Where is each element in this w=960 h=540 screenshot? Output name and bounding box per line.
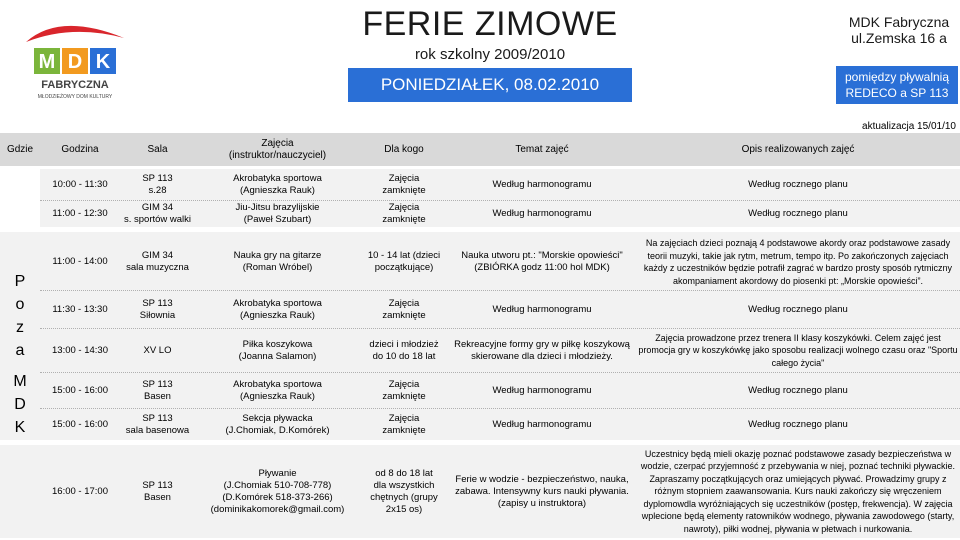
cell-room <box>120 373 195 408</box>
cell-room-line: SP 113 <box>142 479 173 491</box>
cell-for-whom-line: Zajęcia <box>388 378 420 390</box>
vertical-letter: K <box>14 419 26 436</box>
cell-description: Na zajęciach dzieci poznają 4 podstawowe akordy oraz podstawowe zasady teorii muzyki, takie jak rytm, metrum, tempo itp. Po zakończonych zajęciach każdy z uczestników będzie potrafił zagrać w bardzo prosty sposób rytmiczny akompaniament akordowy do piosenki pt: „Morskie opowieści”. <box>643 238 953 286</box>
cell-room-line: SP 113 <box>142 172 173 184</box>
col-header-description: Opis realizowanych zajęć <box>636 133 960 166</box>
cell-room-line: SP 113 <box>142 378 173 390</box>
cell-class-line: Akrobatyka sportowa <box>233 378 322 390</box>
cell-class <box>195 234 360 290</box>
cell-topic: Według harmonogramu <box>492 178 592 190</box>
cell-topic <box>448 234 636 290</box>
cell-for-whom-line: początkujące) <box>374 262 434 273</box>
cell-topic <box>448 329 636 372</box>
col-header-topic: Temat zajęć <box>448 133 636 166</box>
cell-for-whom <box>360 234 448 290</box>
cell-for-whom-line: Zajęcia <box>388 297 420 309</box>
cell-for-whom-line: Zajęcia <box>388 412 420 424</box>
cell-description: Według rocznego planu <box>748 384 848 396</box>
col-header-classes-line1: Zajęcia <box>261 137 294 149</box>
cell-class-line: (J.Chomiak, D.Komórek) <box>225 424 330 436</box>
cell-class-line: Akrobatyka sportowa <box>233 172 322 184</box>
cell-time: 13:00 - 14:30 <box>52 344 108 356</box>
cell-for-whom-line: zamknięte <box>382 213 426 225</box>
cell-time: 15:00 - 16:00 <box>52 384 108 396</box>
cell-for-whom <box>360 200 448 227</box>
cell-for-whom-line: 10 - 14 lat (dzieci <box>367 250 441 261</box>
cell-for-whom-line: dla wszystkich <box>373 479 435 491</box>
cell-description: Według rocznego planu <box>748 178 848 190</box>
cell-for-whom <box>360 291 448 328</box>
vertical-letter: z <box>16 319 24 336</box>
cell-class-line: Piłka koszykowa <box>242 338 313 350</box>
cell-room-line: XV LO <box>143 344 172 356</box>
cell-class <box>195 329 360 372</box>
cell-room-line: SP 113 <box>142 412 173 424</box>
cell-description: Uczestnicy będą mieli okazję poznać podstawowe zasady bezpieczeństwa w wodzie, czerpać przyjemność z przebywania w niej, poznać techniki pływackie. Zapraszamy początkujących oraz umiejących pływać. Prowadzimy grupy z różnym stopniem zaawansowania. Kurs nauki zakończy się wręczeniem dyplomowdla wyróżniających się uczestników (postęp, frekwencja). W zajęcia wplecione będą elementy ratowników wodnego, pływania zawodowego (starty, nawroty), piłki wodnej, pływania w płetwach i nurkowania. <box>640 448 956 534</box>
logo-text: FABRYCZNA <box>41 79 109 91</box>
row-bg <box>0 445 40 538</box>
cell-room <box>120 200 195 227</box>
cell-room-line: Siłownia <box>139 309 176 321</box>
date-banner: PONIEDZIAŁEK, 08.02.2010 <box>348 68 632 102</box>
header-center <box>300 4 680 63</box>
cell-room <box>120 445 195 538</box>
cell-description: Według rocznego planu <box>748 303 848 315</box>
cell-room-line: GIM 34 <box>141 201 174 213</box>
cell-topic: Według harmonogramu <box>492 303 592 315</box>
svg-text:M: M <box>38 51 56 73</box>
cell-class-line: (J.Chomiak 510-708-778) <box>223 479 332 491</box>
cell-class <box>195 409 360 440</box>
vertical-letter: o <box>15 296 25 313</box>
cell-room-line: s.28 <box>148 184 167 196</box>
cell-description: Według rocznego planu <box>748 207 848 219</box>
cell-for-whom-line: 2x15 os) <box>385 503 423 515</box>
org-info <box>840 14 958 46</box>
cell-time: 15:00 - 16:00 <box>52 418 108 430</box>
cell-class <box>195 200 360 227</box>
cell-class-line: Sekcja pływacka <box>242 412 313 424</box>
mdk-logo <box>20 8 130 104</box>
cell-topic: Według harmonogramu <box>492 418 592 430</box>
cell-room <box>120 409 195 440</box>
cell-for-whom-line: chętnych (grupy <box>370 491 438 503</box>
col-header-classes <box>195 133 360 166</box>
cell-for-whom-line: zamknięte <box>382 309 426 321</box>
location-banner <box>836 66 958 104</box>
cell-class <box>195 373 360 408</box>
vertical-letter: D <box>14 396 26 413</box>
cell-class-line: Jiu-Jitsu brazylijskie <box>235 201 320 213</box>
cell-class-line: (Roman Wróbel) <box>242 262 313 273</box>
cell-room <box>120 291 195 328</box>
cell-time: 16:00 - 17:00 <box>52 485 108 497</box>
cell-class-line: (Agnieszka Rauk) <box>240 309 315 321</box>
logo-subtext: MŁODZIEŻOWY DOM KULTURY <box>37 94 113 100</box>
col-header-for-whom: Dla kogo <box>360 133 448 166</box>
cell-topic-line: Nauka utworu pt.: "Morskie opowieści" <box>461 250 623 261</box>
cell-topic-line: skierowane dla dzieci i młodzieży. <box>471 350 613 362</box>
vertical-letter: M <box>13 373 27 390</box>
org-name: MDK Fabryczna <box>848 14 950 30</box>
cell-class-line: Akrobatyka sportowa <box>233 297 322 309</box>
cell-for-whom <box>360 329 448 372</box>
cell-room-line: sala basenowa <box>125 424 190 436</box>
cell-room-line: Basen <box>144 491 171 503</box>
cell-for-whom <box>360 409 448 440</box>
vertical-letter: P <box>14 273 26 290</box>
svg-text:D: D <box>67 51 83 73</box>
cell-room <box>120 329 195 372</box>
location-line2: REDECO a SP 113 <box>845 86 949 100</box>
cell-topic-line: zabawa. Intensywny kurs nauki pływania. <box>455 485 629 497</box>
cell-room-line: SP 113 <box>142 297 173 309</box>
cell-for-whom-line: zamknięte <box>382 184 426 196</box>
cell-time: 11:00 - 14:00 <box>52 256 108 267</box>
school-year: rok szkolny 2009/2010 <box>414 46 566 63</box>
cell-room-line: Basen <box>144 390 171 402</box>
cell-room-line: GIM 34 <box>141 250 174 261</box>
cell-room-line: sala muzyczna <box>126 262 189 273</box>
cell-description: Zajęcia prowadzone przez trenera II klasy koszykówki. Celem zajęć jest promocja gry w koszykówkę jako sposobu realizacji wolnego czasu oraz "Sportu całego życia" <box>638 332 958 368</box>
cell-for-whom-line: zamknięte <box>382 424 426 436</box>
cell-for-whom-line: dzieci i młodzież <box>369 338 439 350</box>
vertical-letter: a <box>15 342 25 359</box>
update-note: aktualizacja 15/01/10 <box>862 121 956 132</box>
cell-topic: Według harmonogramu <box>492 207 592 219</box>
cell-class <box>195 291 360 328</box>
cell-time: 11:30 - 13:30 <box>52 303 108 315</box>
cell-for-whom <box>360 169 448 200</box>
col-header-time: Godzina <box>40 133 120 166</box>
cell-topic-line: Rekreacyjne formy gry w piłkę koszykową <box>454 338 630 350</box>
cell-topic: Według harmonogramu <box>492 384 592 396</box>
cell-topic-line: (ZBIÓRKA godz 11:00 hol MDK) <box>474 262 610 273</box>
cell-for-whom-line: do 10 do 18 lat <box>372 350 436 362</box>
cell-class-line: (D.Komórek 518-373-266) <box>222 491 333 503</box>
cell-room <box>120 169 195 200</box>
cell-class-line: (dominikakomorek@gmail.com) <box>210 503 345 515</box>
cell-class-line: Nauka gry na gitarze <box>233 250 322 261</box>
cell-description: Według rocznego planu <box>748 418 848 430</box>
org-address: ul.Zemska 16 a <box>851 30 947 46</box>
col-header-where: Gdzie <box>0 133 40 166</box>
cell-class-line: (Agnieszka Rauk) <box>240 390 315 402</box>
cell-for-whom <box>360 373 448 408</box>
cell-room <box>120 234 195 290</box>
cell-for-whom-line: Zajęcia <box>388 172 420 184</box>
cell-for-whom-line: Zajęcia <box>388 201 420 213</box>
col-header-room: Sala <box>120 133 195 166</box>
location-line1: pomiędzy pływalnią <box>844 70 950 84</box>
location-group-poza-mdk <box>0 232 40 440</box>
cell-class-line: Pływanie <box>258 467 297 479</box>
page-title: FERIE ZIMOWE <box>362 5 618 43</box>
cell-for-whom-line: zamknięte <box>382 390 426 402</box>
cell-time: 11:00 - 12:30 <box>52 207 108 219</box>
col-header-classes-line2: (instruktor/nauczyciel) <box>228 149 327 161</box>
cell-class <box>195 445 360 538</box>
cell-class-line: (Paweł Szubart) <box>243 213 312 225</box>
cell-for-whom <box>360 445 448 538</box>
cell-time: 10:00 - 11:30 <box>52 178 108 190</box>
cell-class <box>195 169 360 200</box>
cell-topic <box>448 445 636 538</box>
cell-for-whom-line: od 8 do 18 lat <box>375 467 433 479</box>
cell-room-line: s. sportów walki <box>123 213 192 225</box>
cell-class-line: (Joanna Salamon) <box>238 350 317 362</box>
cell-topic-line: Ferie w wodzie - bezpieczeństwo, nauka, <box>455 473 629 485</box>
cell-topic-line: (zapisy u instruktora) <box>497 497 587 509</box>
cell-class-line: (Agnieszka Rauk) <box>240 184 315 196</box>
svg-text:K: K <box>95 51 111 73</box>
